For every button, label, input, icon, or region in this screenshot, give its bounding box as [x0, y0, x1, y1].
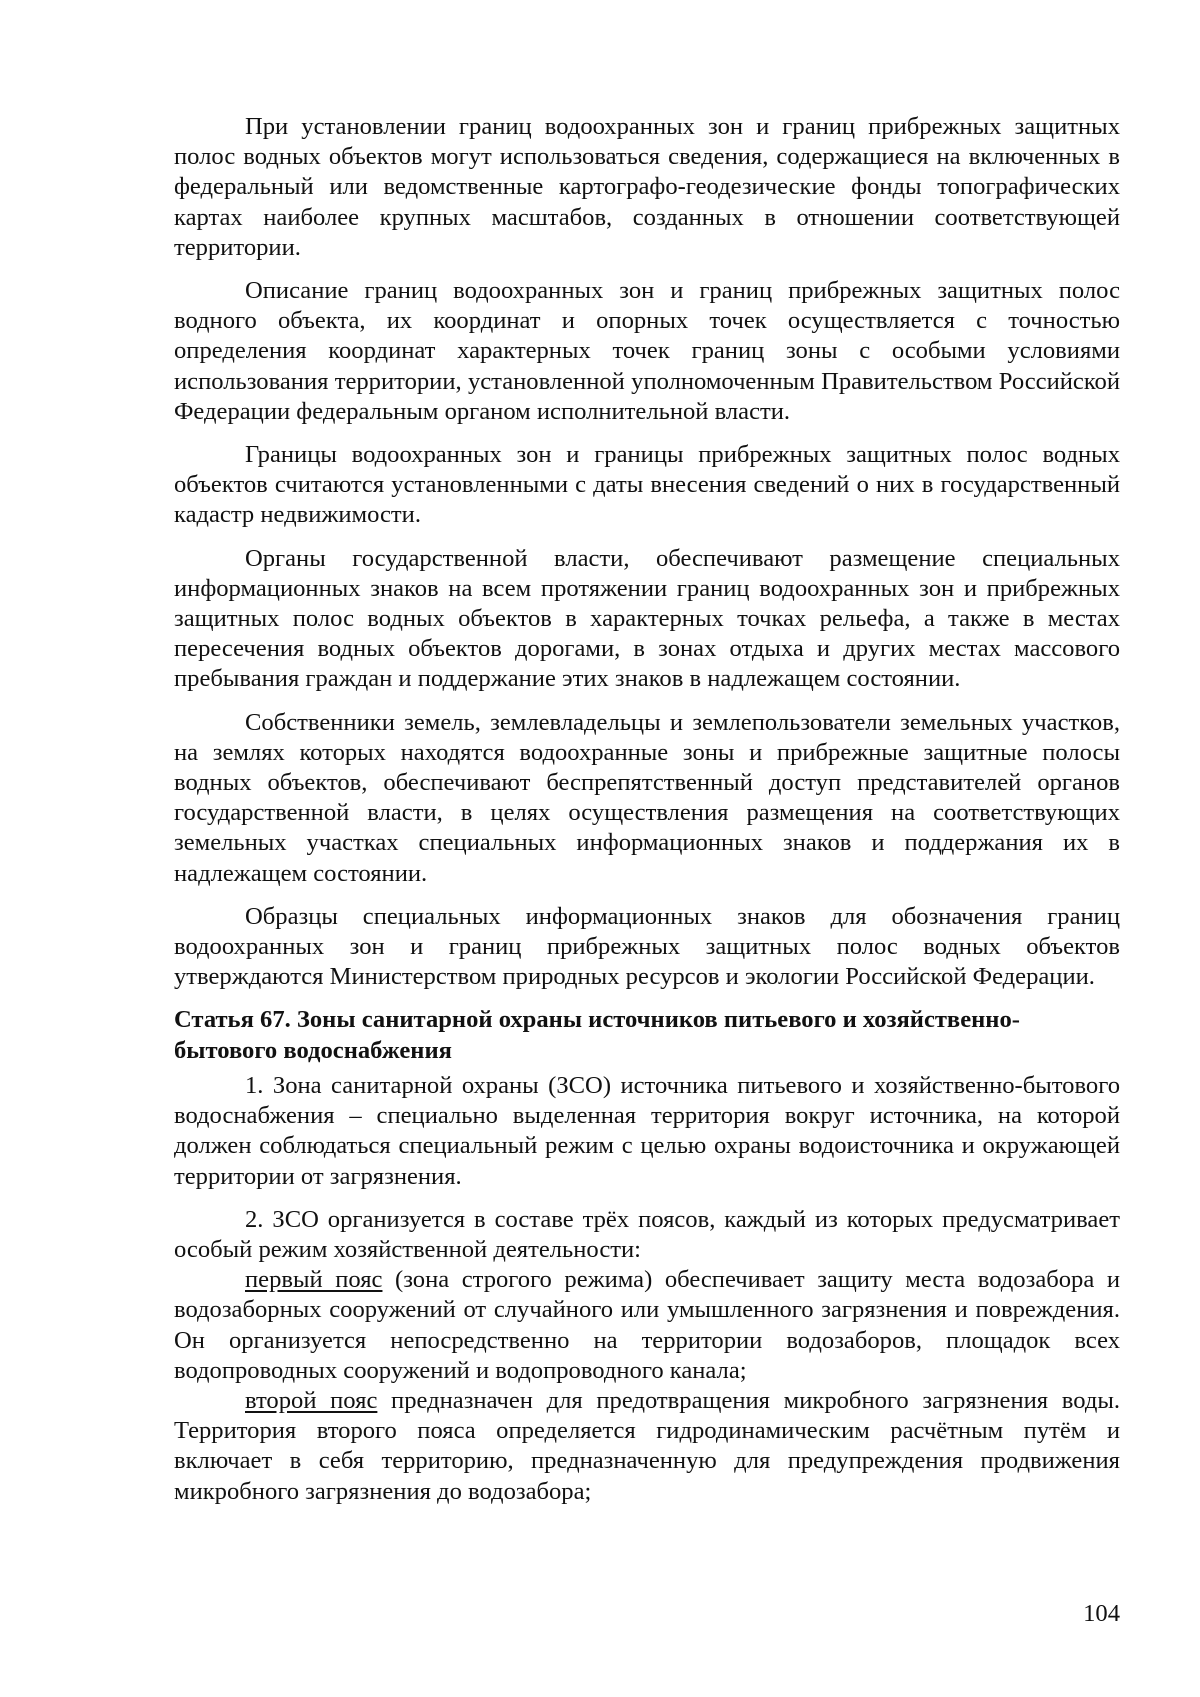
paragraph-boundaries-established: Границы водоохранных зон и границы прибрежных защитных полос водных объектов считаются установленными с даты внесения сведений о них в государственный кадастр недвижимости. [174, 441, 1120, 529]
document-page [174, 112, 1120, 1507]
first-belt-text: (зона строгого режима) обеспечивает защиту места водозабора и водозаборных сооружений от случайного или умышленного загрязнения и повреждения. Он организуется непосредственно на территории водозаборов, площадок всех водопроводных сооружений и водопроводного канала; [174, 1266, 1120, 1384]
second-belt-text: предназначен для предотвращения микробного загрязнения воды. Территория второго пояса определяется гидродинамическим расчётным путём и включает в себя территорию, предназначенную для предупреждения продвижения микробного загрязнения до водозабора; [174, 1386, 1120, 1505]
paragraph-information-signs: Органы государственной власти, обеспечивают размещение специальных информационных знаков на всем протяжении границ водоохранных зон и прибрежных защитных полос водных объектов в характерных точках рельефа, а также в местах пересечения водных объектов дорогами, в зонах отдыха и других местах массового пребывания граждан и поддержание этих знаков в надлежащем состоянии. [174, 544, 1120, 693]
paragraph-zso-belts: 2. ЗСО организуется в составе трёх поясов, каждый из которых предусматривает особый режим хозяйственной деятельности: [174, 1205, 1120, 1263]
paragraph-sign-samples: Образцы специальных информационных знаков для обозначения границ водоохранных зон и границ прибрежных защитных полос водных объектов утверждаются Министерством природных ресурсов и экологии Российской Федерации. [174, 902, 1120, 991]
second-belt-term: второй пояс [245, 1386, 378, 1414]
paragraph-first-belt [174, 1265, 1120, 1386]
first-belt-term: первый пояс [245, 1266, 383, 1294]
paragraph-landowners-access: Собственники земель, землевладельцы и землепользователи земельных участков, на землях которых находятся водоохранные зоны и прибрежные защитные полосы водных объектов, обеспечивают беспрепятственный доступ представителей органов государственной власти, в целях осуществления размещения на соответствующих земельных участках специальных информационных знаков и поддержания их в надлежащем состоянии. [174, 708, 1120, 887]
paragraph-boundary-description: Описание границ водоохранных зон и границ прибрежных защитных полос водного объекта, их координат и опорных точек осуществляется с точностью определения координат характерных точек границ зоны с особыми условиями использования территории, установленной уполномоченным Правительством Российской Федерации федеральным органом исполнительной власти. [174, 277, 1120, 425]
paragraph-boundary-information: При установлении границ водоохранных зон и границ прибрежных защитных полос водных объектов могут использоваться сведения, содержащиеся на включенных в федеральный или ведомственные картографо-геодезические фонды топографических картах наиболее крупных масштабов, созданных в отношении соответствующей территории. [174, 113, 1120, 261]
paragraph-zso-definition: 1. Зона санитарной охраны (ЗСО) источника питьевого и хозяйственно-бытового водоснабжения – специально выделенная территория вокруг источника, на которой должен соблюдаться специальный режим с целью охраны водоисточника и окружающей территории от загрязнения. [174, 1071, 1120, 1190]
paragraph-second-belt [174, 1386, 1120, 1507]
article-heading: Статья 67. Зоны санитарной охраны источников питьевого и хозяйственно-бытового водоснабжения [174, 1006, 1020, 1064]
page-number: 104 [1083, 1600, 1120, 1627]
